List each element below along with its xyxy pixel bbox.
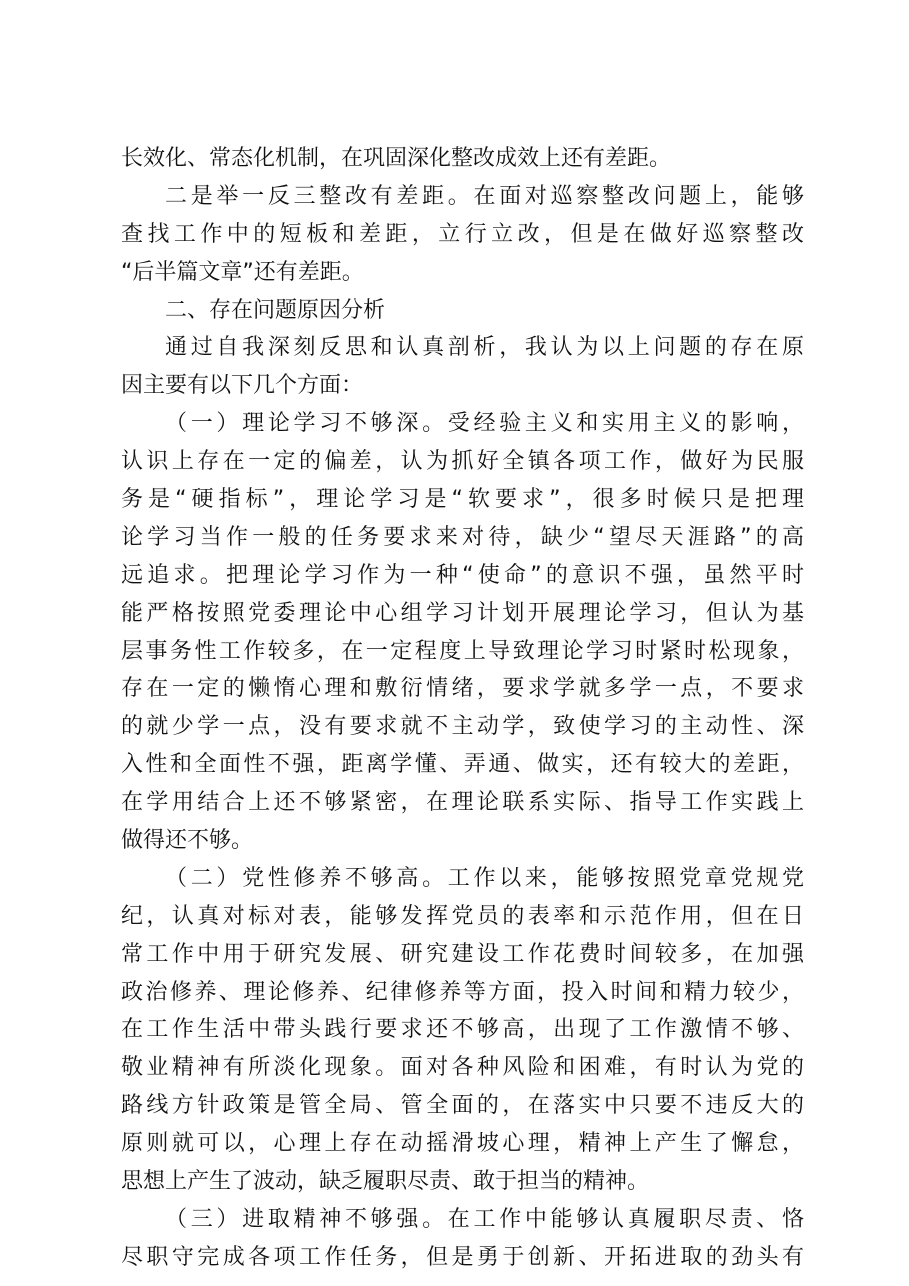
text-line: 长效化、常态化机制，在巩固深化整改成效上还有差距。	[121, 146, 672, 171]
text-line: 务是“硬指标”，理论学习是“软要求”，很多时候只是把理	[121, 487, 804, 513]
text-line: 政治修养、理论修养、纪律修养等方面，投入时间和精力较少，	[121, 979, 804, 1005]
text-line: 原则就可以，心理上存在动摇滑坡心理，精神上产生了懈怠，	[121, 1131, 804, 1157]
text-line: 在学用结合上还不够紧密，在理论联系实际、指导工作实践上	[121, 790, 804, 816]
text-line: 能严格按照党委理论中心组学习计划开展理论学习，但认为基	[121, 600, 804, 626]
text-line: 通过自我深刻反思和认真剖析，我认为以上问题的存在原	[165, 335, 804, 361]
text-line: “后半篇文章”还有差距。	[121, 259, 364, 285]
text-line: 在工作生活中带头践行要求还不够高，出现了工作激情不够、	[121, 1017, 804, 1043]
text-line: 的就少学一点，没有要求就不主动学，致使学习的主动性、深	[121, 714, 804, 740]
text-line: 层事务性工作较多，在一定程度上导致理论学习时紧时松现象，	[121, 638, 804, 664]
text-line: 二是举一反三整改有差距。在面对巡察整改问题上，能够	[165, 183, 804, 209]
text-line: （一）理论学习不够深。受经验主义和实用主义的影响，	[165, 411, 804, 437]
text-line: 做得还不够。	[121, 828, 254, 854]
text-line: 敬业精神有所淡化现象。面对各种风险和困难，有时认为党的	[121, 1055, 804, 1081]
text-line: 查找工作中的短板和差距，立行立改，但是在做好巡察整改	[121, 221, 804, 247]
text-line: 论学习当作一般的任务要求来对待，缺少“望尽天涯路”的高	[121, 524, 804, 550]
text-line: 常工作中用于研究发展、研究建设工作花费时间较多，在加强	[121, 941, 804, 967]
text-line: 因主要有以下几个方面：	[121, 373, 364, 399]
text-line: （三）进取精神不够强。在工作中能够认真履职尽责、恪	[165, 1206, 804, 1232]
text-line: 认识上存在一定的偏差，认为抓好全镇各项工作，做好为民服	[121, 449, 804, 475]
document-body	[121, 140, 804, 1277]
text-line: 思想上产生了波动，缺乏履职尽责、敢于担当的精神。	[121, 1169, 650, 1195]
text-line: 纪，认真对标对表，能够发挥党员的表率和示范作用，但在日	[121, 903, 804, 929]
text-line: 尽职守完成各项工作任务，但是勇于创新、开拓进取的劲头有	[121, 1244, 804, 1270]
text-line: 二、存在问题原因分析	[165, 297, 386, 323]
text-line: 存在一定的懒惰心理和敷衍情绪，要求学就多学一点，不要求	[121, 676, 804, 702]
text-line: 路线方针政策是管全局、管全面的，在落实中只要不违反大的	[121, 1093, 804, 1119]
text-line: （二）党性修养不够高。工作以来，能够按照党章党规党	[165, 865, 804, 891]
text-line: 远追求。把理论学习作为一种“使命”的意识不强，虽然平时	[121, 562, 804, 588]
text-line: 入性和全面性不强，距离学懂、弄通、做实，还有较大的差距，	[121, 752, 804, 778]
